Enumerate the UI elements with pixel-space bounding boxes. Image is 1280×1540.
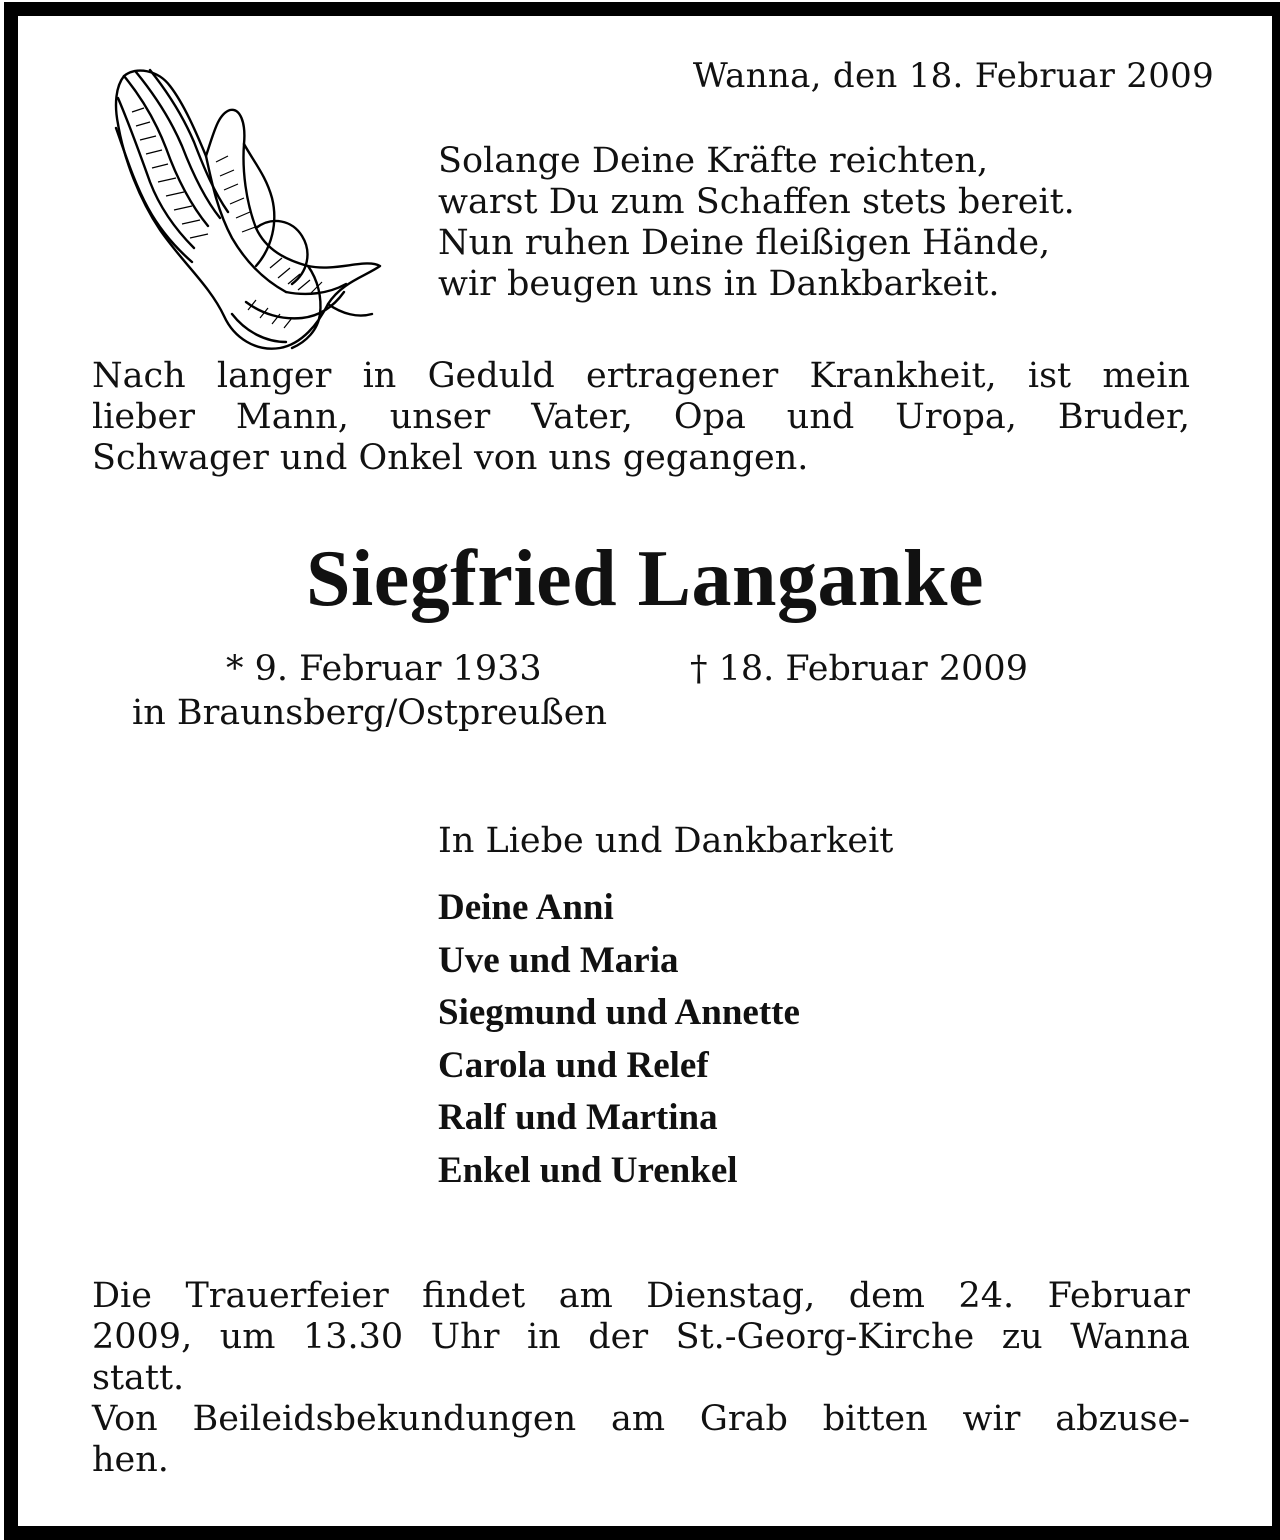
funeral-line: 2009, um 13.30 Uhr in der St.-Georg-Kirche zu Wanna <box>92 1317 1190 1357</box>
obituary-notice <box>4 2 1280 1540</box>
intro-line: Schwager und Onkel von uns gegangen. <box>92 438 809 478</box>
funeral-line: Von Beileidsbekundungen am Grab bitten wir abzuse- <box>92 1399 1190 1439</box>
poem <box>438 141 1075 305</box>
poem-line: wir beugen uns in Dankbarkeit. <box>438 264 1000 304</box>
mourner-name: Uve und Maria <box>438 939 679 981</box>
poem-line: warst Du zum Schaffen stets bereit. <box>438 182 1075 222</box>
mourner-name: Deine Anni <box>438 887 614 928</box>
funeral-line: Die Trauerfeier findet am Dienstag, dem 24. Februar <box>92 1276 1190 1316</box>
intro-paragraph <box>92 356 1190 479</box>
mourners-intro: In Liebe und Dankbarkeit <box>438 821 894 861</box>
intro-line: lieber Mann, unser Vater, Opa und Uropa, Bruder, <box>92 397 1190 437</box>
intro-line: Nach langer in Geduld ertragener Krankheit, ist mein <box>92 356 1190 396</box>
praying-hands-icon <box>96 52 386 352</box>
death-date: † 18. Februar 2009 <box>690 649 1028 689</box>
funeral-line: hen. <box>92 1440 169 1480</box>
mourner-name: Ralf und Martina <box>438 1097 718 1138</box>
mourner-name: Enkel und Urenkel <box>438 1149 738 1191</box>
deceased-name: Siegfried Langanke <box>306 535 984 623</box>
poem-line: Nun ruhen Deine fleißigen Hände, <box>438 223 1051 263</box>
mourners-list <box>438 882 800 1197</box>
mourner-name: Siegmund und Annette <box>438 992 800 1033</box>
birth-date: * 9. Februar 1933 <box>226 649 542 689</box>
funeral-info <box>92 1276 1190 1481</box>
poem-line: Solange Deine Kräfte reichten, <box>438 141 989 181</box>
mourner-name: Carola und Relef <box>438 1044 709 1086</box>
date-and-place: Wanna, den 18. Februar 2009 <box>692 56 1214 96</box>
birthplace: in Braunsberg/Ostpreußen <box>132 693 608 733</box>
funeral-line: statt. <box>92 1358 185 1398</box>
